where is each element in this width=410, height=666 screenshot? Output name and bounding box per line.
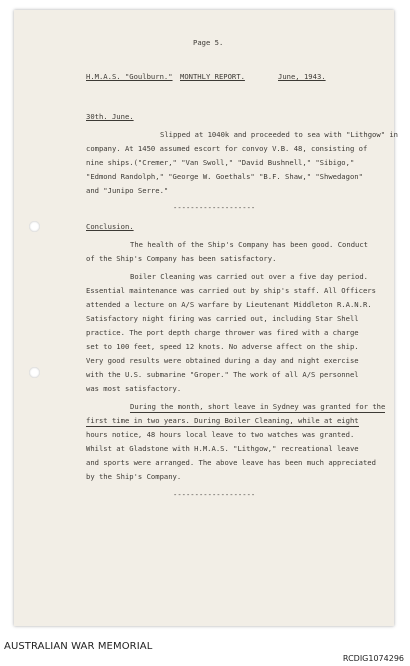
- entry-line: Slipped at 1040k and proceeded to sea with "Lithgow" in: [160, 130, 398, 139]
- header-report: MONTHLY REPORT.: [180, 72, 245, 81]
- paragraph-line: Whilst at Gladstone with H.M.A.S. "Lithgow," recreational leave: [86, 444, 359, 453]
- paragraph-line: with the U.S. submarine "Groper." The work of all A/S personnel: [86, 370, 359, 379]
- paragraph-line: hours notice, 48 hours local leave to two watches was granted.: [86, 430, 355, 439]
- paragraph-line: by the Ship's Company.: [86, 472, 182, 481]
- section-rule: -------------------: [173, 203, 256, 212]
- entry-line: nine ships.("Cremer," "Van Swoll," "David Bushnell," "Sibigo,": [86, 158, 355, 167]
- section-rule: -------------------: [173, 490, 256, 499]
- archive-credit: AUSTRALIAN WAR MEMORIAL: [4, 641, 153, 652]
- paragraph-line: Very good results were obtained during a day and night exercise: [86, 356, 359, 365]
- paragraph-line: attended a lecture on A/S warfare by Lieutenant Middleton R.A.N.R.: [86, 300, 372, 309]
- paragraph-line: The health of the Ship's Company has been good. Conduct: [130, 240, 368, 249]
- highlighted-line: first time in two years. During Boiler Cleaning, while at eight: [86, 416, 359, 425]
- paragraph-line: set to 100 feet, speed 12 knots. No adverse affect on the ship.: [86, 342, 359, 351]
- entry-line: company. At 1450 assumed escort for convoy V.B. 48, consisting of: [86, 144, 368, 153]
- page-number: Page 5.: [193, 38, 224, 47]
- paragraph-line: practice. The port depth charge thrower was fired with a charge: [86, 328, 359, 337]
- paragraph-line: was most satisfactory.: [86, 384, 182, 393]
- punch-hole: [29, 221, 40, 232]
- punch-hole: [29, 367, 40, 378]
- entry-heading: 30th. June.: [86, 112, 134, 121]
- document-page: [14, 10, 398, 626]
- paragraph-line: of the Ship's Company has been satisfactory.: [86, 254, 277, 263]
- entry-line: "Edmond Randolph," "George W. Goethals" "B.F. Shaw," "Shwedagon": [86, 172, 363, 181]
- record-id: RCDIG1074296: [342, 654, 404, 663]
- paragraph-line: Boiler Cleaning was carried out over a five day period.: [130, 272, 368, 281]
- conclusion-heading: Conclusion.: [86, 222, 134, 231]
- highlighted-line: During the month, short leave in Sydney was granted for the: [130, 402, 386, 411]
- paragraph-line: and sports were arranged. The above leave has been much appreciated: [86, 458, 376, 467]
- header-ship: H.M.A.S. "Goulburn.": [86, 72, 173, 81]
- paragraph-line: Satisfactory night firing was carried out, including Star Shell: [86, 314, 359, 323]
- paragraph-line: Essential maintenance was carried out by ship's staff. All Officers: [86, 286, 376, 295]
- header-date: June, 1943.: [278, 72, 326, 81]
- entry-line: and "Junipo Serre.": [86, 186, 169, 195]
